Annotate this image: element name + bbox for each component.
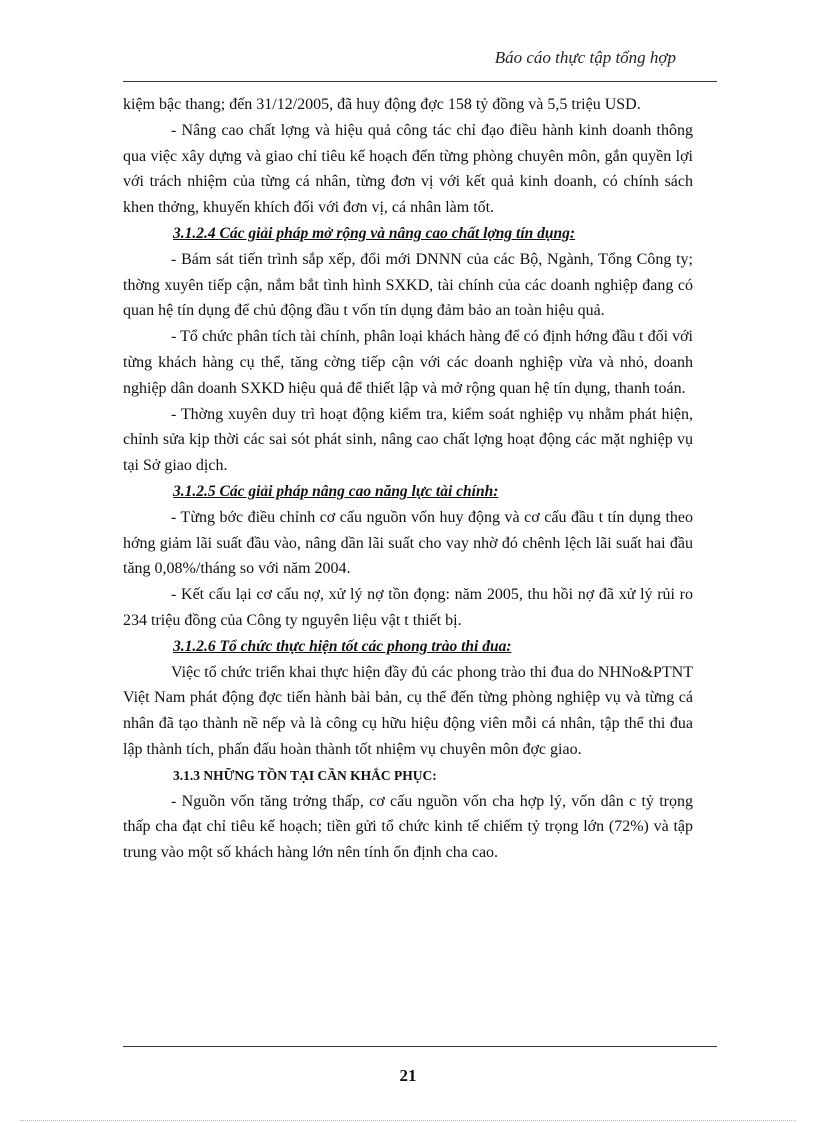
page-edge-divider (20, 1120, 796, 1121)
paragraph: - Từng bớc điều chỉnh cơ cấu nguồn vốn huy động và cơ cấu đầu t tín dụng theo hớng giảm lãi suất đầu vào, nâng dần lãi suất cho vay nhờ đó chênh lệch lãi suất hai đầu tăng 0,08%/tháng so với năm 2004. (123, 508, 693, 578)
page-body (123, 92, 693, 866)
page-number: 21 (399, 1066, 417, 1085)
section-heading: 3.1.2.4 Các giải pháp mở rộng và nâng cao chất lợng tín dụng: (173, 224, 576, 242)
paragraph: - Tổ chức phân tích tài chính, phân loại khách hàng để có định hớng đầu t đối với từng khách hàng cụ thể, tăng cờng tiếp cận với các doanh nghiệp vừa và nhỏ, doanh nghiệp dân doanh SXKD hiệu quả để thiết lập và mở rộng quan hệ tín dụng, thanh toán. (123, 328, 693, 397)
running-header: Báo cáo thực tập tổng hợp (494, 48, 676, 67)
paragraph: - Kết cấu lại cơ cấu nợ, xử lý nợ tồn đọng: năm 2005, thu hồi nợ đã xử lý rủi ro 234 triệu đồng của Công ty nguyên liệu vật t thiết bị. (123, 586, 693, 629)
header-rule (123, 81, 717, 82)
paragraph: kiệm bậc thang; đến 31/12/2005, đã huy động đợc 158 tỷ đồng và 5,5 triệu USD. (123, 96, 641, 113)
section-heading: 3.1.2.6 Tổ chức thực hiện tốt các phong trào thi đua: (173, 637, 512, 655)
paragraph: - Nâng cao chất lợng và hiệu quả công tác chỉ đạo điều hành kinh doanh thông qua việc xây dựng và giao chỉ tiêu kế hoạch đến từng phòng chuyên môn, gắn quyền lợi với trách nhiệm của từng cá nhân, từng đơn vị với kết quả kinh doanh, có chính sách khen thởng, khuyến khích đối với đơn vị, cá nhân làm tốt. (123, 121, 693, 217)
paragraph: - Bám sát tiến trình sắp xếp, đổi mới DNNN của các Bộ, Ngành, Tổng Công ty; thờng xuyên tiếp cận, nắm bắt tình hình SXKD, tài chính của các doanh nghiệp đang có quan hệ tín dụng để chủ động đầu t vốn tín dụng đảm bảo an toàn hiệu quả. (123, 250, 693, 320)
section-heading: 3.1.3 NHỮNG TỒN TẠI CẦN KHẮC PHỤC: (173, 767, 437, 783)
paragraph: - Nguồn vốn tăng trởng thấp, cơ cấu nguồn vốn cha hợp lý, vốn dân c tỷ trọng thấp cha đạt chỉ tiêu kế hoạch; tiền gửi tổ chức kinh tế chiếm tỷ trọng lớn (72%) và tập trung vào một số khách hàng lớn nên tính ổn định cha cao. (123, 792, 693, 862)
paragraph: Việc tổ chức triển khai thực hiện đầy đủ các phong trào thi đua do NHNo&PTNT Việt Nam phát động đợc tiến hành bài bản, cụ thể đến từng phòng nghiệp vụ và từng cá nhân đã tạo thành nề nếp và là công cụ hữu hiệu động viên mỗi cá nhân, tập thể thi đua lập thành tích, phấn đấu hoàn thành tốt nhiệm vụ chuyên môn đợc giao. (123, 663, 693, 758)
section-heading: 3.1.2.5 Các giải pháp nâng cao năng lực tài chính: (173, 482, 499, 500)
paragraph: - Thờng xuyên duy trì hoạt động kiểm tra, kiểm soát nghiệp vụ nhằm phát hiện, chỉnh sửa kịp thời các sai sót phát sinh, nâng cao chất lợng hoạt động các mặt nghiệp vụ tại Sở giao dịch. (123, 405, 693, 475)
footer-rule (123, 1046, 717, 1047)
